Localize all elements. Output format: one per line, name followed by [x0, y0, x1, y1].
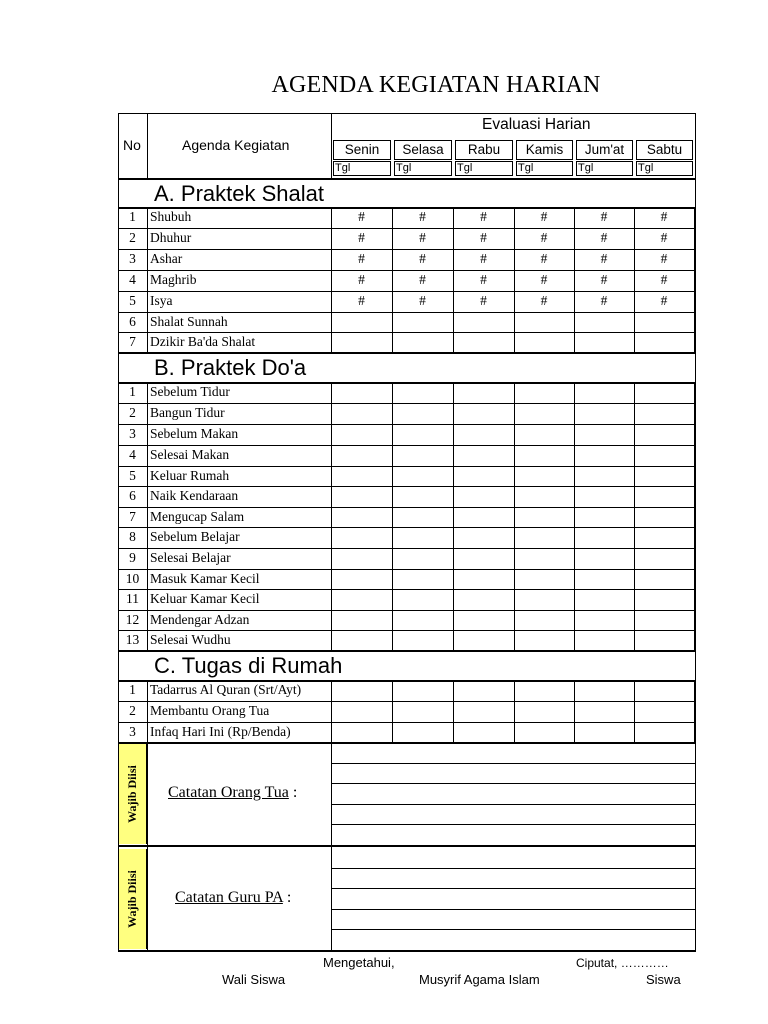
row-divider [118, 589, 696, 590]
row-number: 2 [129, 230, 136, 245]
row-divider [118, 722, 696, 723]
row-number: 3 [129, 724, 136, 739]
row-number: 6 [129, 314, 136, 329]
writing-line[interactable] [331, 868, 696, 869]
row-number: 7 [129, 509, 136, 524]
evaluation-cell[interactable]: # [480, 251, 487, 266]
column-divider [514, 680, 515, 742]
evaluation-cell[interactable]: # [660, 251, 668, 266]
activity-label: Sebelum Makan [150, 426, 239, 441]
row-divider [118, 445, 696, 446]
writing-line[interactable] [331, 763, 696, 764]
row-number: 2 [129, 405, 136, 420]
row-number: 10 [125, 571, 140, 586]
row-divider [118, 228, 696, 229]
column-divider [147, 680, 148, 742]
evaluation-cell[interactable]: # [358, 293, 365, 308]
row-number: 1 [129, 682, 136, 697]
day-header-kamis: Kamis [516, 140, 573, 160]
catatan-title: Catatan Guru PA [175, 888, 283, 906]
evaluation-cell[interactable]: # [660, 230, 668, 245]
activity-label: Membantu Orang Tua [150, 703, 270, 718]
row-number: 6 [129, 488, 136, 503]
row-number: 3 [129, 426, 136, 441]
evaluation-cell[interactable]: # [480, 272, 487, 287]
row-divider [118, 312, 696, 313]
column-divider [147, 742, 148, 845]
evaluation-cell[interactable]: # [419, 209, 426, 224]
row-number: 11 [126, 591, 139, 606]
activity-label: Selesai Wudhu [150, 632, 231, 647]
writing-line[interactable] [331, 804, 696, 805]
column-divider [147, 847, 148, 950]
row-number: 4 [129, 272, 136, 287]
row-divider [118, 352, 696, 354]
evaluation-cell[interactable]: # [540, 251, 548, 266]
evaluation-cell[interactable]: # [540, 293, 548, 308]
row-divider [118, 742, 696, 744]
row-number: 5 [129, 293, 136, 308]
evaluation-cell[interactable]: # [480, 209, 487, 224]
activity-label: Keluar Kamar Kecil [150, 591, 260, 606]
evaluation-cell[interactable]: # [600, 272, 608, 287]
column-divider [694, 680, 695, 742]
catatan-title: Catatan Orang Tua [168, 783, 289, 801]
evaluation-cell[interactable]: # [600, 251, 608, 266]
tgl-field[interactable]: Tgl [455, 161, 513, 176]
evaluation-cell[interactable]: # [600, 230, 608, 245]
activity-label: Naik Kendaraan [150, 488, 239, 503]
row-divider [118, 507, 696, 508]
evaluation-cell[interactable]: # [600, 209, 608, 224]
column-divider [147, 113, 148, 178]
mengetahui-label: Mengetahui, [323, 955, 395, 970]
writing-line[interactable] [331, 783, 696, 784]
page-title: AGENDA KEGIATAN HARIAN [271, 72, 601, 98]
column-divider [574, 680, 575, 742]
activity-label: Shalat Sunnah [150, 314, 228, 329]
row-divider [118, 403, 696, 404]
row-divider [118, 486, 696, 487]
section-title: C. Tugas di Rumah [154, 653, 343, 678]
row-number: 2 [129, 703, 136, 718]
day-header-senin: Senin [333, 140, 391, 160]
wajib-diisi-label: Wajib Diisi [125, 869, 139, 928]
tgl-field[interactable]: Tgl [394, 161, 452, 176]
catatan-label [175, 889, 291, 907]
row-divider [118, 701, 696, 702]
evaluation-cell[interactable]: # [660, 272, 668, 287]
evaluation-cell[interactable]: # [480, 293, 487, 308]
activity-label: Mendengar Adzan [150, 612, 250, 627]
catatan-colon: : [282, 888, 292, 906]
row-divider [118, 291, 696, 292]
activity-label: Shubuh [150, 209, 192, 224]
evaluation-cell[interactable]: # [419, 230, 426, 245]
activity-label: Mengucap Salam [150, 509, 245, 524]
row-divider [118, 569, 696, 570]
row-divider [118, 527, 696, 528]
activity-label: Isya [150, 293, 173, 308]
evaluation-cell[interactable]: # [660, 209, 668, 224]
catatan-label [168, 784, 297, 802]
column-divider [331, 847, 332, 950]
column-divider [453, 680, 454, 742]
tgl-field[interactable]: Tgl [516, 161, 573, 176]
day-header-selasa: Selasa [394, 140, 452, 160]
day-header-sabtu: Sabtu [636, 140, 693, 160]
tgl-field[interactable]: Tgl [636, 161, 693, 176]
tgl-field[interactable]: Tgl [333, 161, 391, 176]
row-divider [118, 249, 696, 250]
row-number: 8 [129, 529, 136, 544]
evaluation-cell[interactable]: # [358, 251, 365, 266]
column-divider [392, 680, 393, 742]
activity-label: Sebelum Tidur [150, 384, 230, 399]
agenda-column-header: Agenda Kegiatan [182, 137, 290, 153]
evaluation-cell[interactable]: # [540, 272, 548, 287]
column-divider [331, 742, 332, 845]
row-divider [118, 610, 696, 611]
evaluation-cell[interactable]: # [358, 209, 365, 224]
wajib-diisi-label: Wajib Diisi [125, 764, 139, 823]
evaluation-cell[interactable]: # [358, 272, 365, 287]
row-divider [118, 332, 696, 333]
row-number: 1 [129, 384, 136, 399]
row-divider [118, 950, 696, 952]
evaluation-cell[interactable]: # [358, 230, 365, 245]
activity-label: Dzikir Ba'da Shalat [150, 334, 256, 349]
row-divider [118, 178, 696, 180]
activity-label: Tadarrus Al Quran (Srt/Ayt) [150, 682, 302, 697]
row-number: 3 [129, 251, 136, 266]
row-divider [118, 845, 696, 847]
activity-label: Bangun Tidur [150, 405, 225, 420]
row-divider [118, 270, 696, 271]
writing-line[interactable] [331, 909, 696, 910]
row-divider [118, 466, 696, 467]
evaluation-cell[interactable]: # [480, 230, 487, 245]
activity-label: Dhuhur [150, 230, 192, 245]
activity-label: Selesai Makan [150, 447, 230, 462]
evaluation-cell[interactable]: # [540, 209, 548, 224]
siswa-label: Siswa [646, 972, 681, 987]
evaluasi-harian-header: Evaluasi Harian [482, 116, 591, 133]
activity-label: Selesai Belajar [150, 550, 231, 565]
activity-label: Maghrib [150, 272, 197, 287]
evaluation-cell[interactable]: # [419, 293, 426, 308]
column-divider [331, 680, 332, 742]
activity-label: Keluar Rumah [150, 468, 230, 483]
section-title: A. Praktek Shalat [154, 181, 324, 206]
wali-siswa-label: Wali Siswa [222, 972, 286, 987]
column-divider [634, 680, 635, 742]
evaluation-cell[interactable]: # [600, 293, 608, 308]
writing-line[interactable] [331, 929, 696, 930]
row-divider [118, 548, 696, 549]
row-divider [118, 630, 696, 631]
evaluation-cell[interactable]: # [660, 293, 668, 308]
activity-label: Sebelum Belajar [150, 529, 240, 544]
row-number: 9 [129, 550, 136, 565]
no-column-header: No [123, 137, 141, 153]
row-number: 5 [129, 468, 136, 483]
day-header-rabu: Rabu [455, 140, 513, 160]
ciputat-date-label: Ciputat, ………… [576, 956, 669, 970]
evaluation-cell[interactable]: # [419, 272, 426, 287]
row-number: 7 [129, 334, 136, 349]
musyrif-label: Musyrif Agama Islam [419, 972, 540, 987]
writing-line[interactable] [331, 888, 696, 889]
row-number: 13 [125, 632, 140, 647]
writing-line[interactable] [331, 824, 696, 825]
catatan-colon: : [288, 783, 298, 801]
section-title: B. Praktek Do'a [154, 355, 307, 380]
evaluation-cell[interactable]: # [540, 230, 548, 245]
activity-label: Infaq Hari Ini (Rp/Benda) [150, 724, 291, 739]
row-divider [118, 650, 696, 652]
row-number: 12 [125, 612, 140, 627]
row-number: 1 [129, 209, 136, 224]
activity-label: Masuk Kamar Kecil [150, 571, 260, 586]
row-divider [118, 424, 696, 425]
evaluation-cell[interactable]: # [419, 251, 426, 266]
tgl-field[interactable]: Tgl [576, 161, 633, 176]
day-header-jumat: Jum'at [576, 140, 633, 160]
activity-label: Ashar [150, 251, 183, 266]
row-number: 4 [129, 447, 136, 462]
